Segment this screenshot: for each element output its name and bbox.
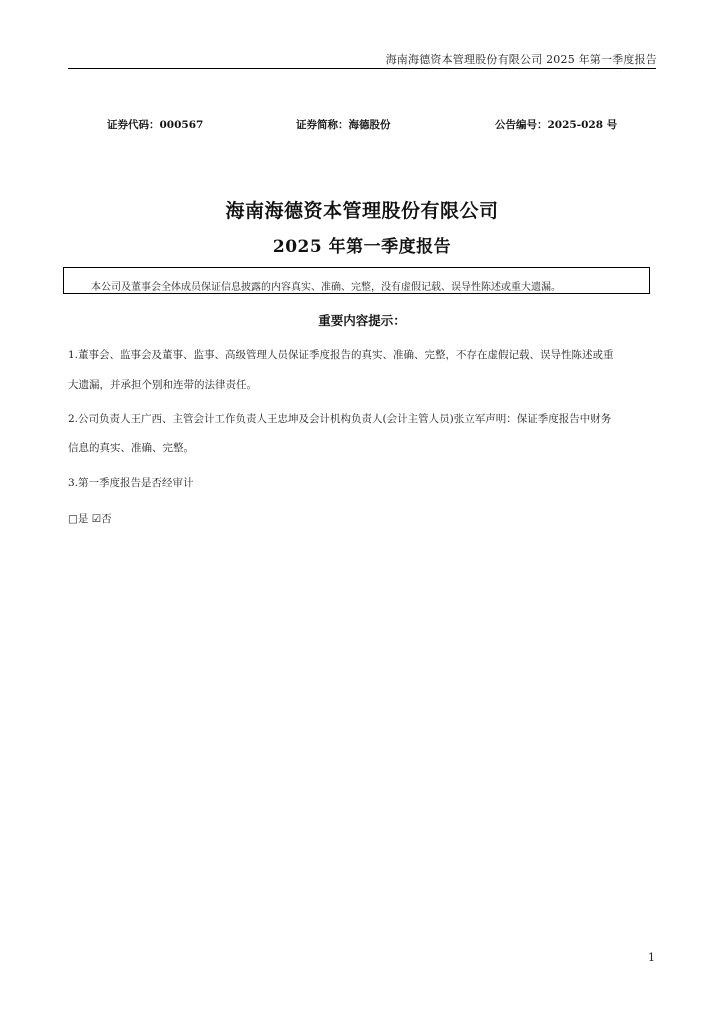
paragraph-1-line-1: 1.董事会、监事会及董事、监事、高级管理人员保证季度报告的真实、准确、完整，不存在虚假记载、误导性陈述或重 bbox=[68, 349, 614, 361]
header-divider bbox=[68, 68, 656, 69]
page-number: 1 bbox=[648, 951, 655, 964]
audit-checkbox-row: □是 ☑否 bbox=[68, 513, 112, 525]
paragraph-2-line-2: 信息的真实、准确、完整。 bbox=[68, 442, 194, 454]
security-abbreviation: 证券简称：海德股份 bbox=[296, 119, 391, 131]
notice-statement: 本公司及董事会全体成员保证信息披露的内容真实、准确、完整，没有虚假记载、误导性陈述或重大遗漏。 bbox=[91, 282, 561, 293]
paragraph-3: 3.第一季度报告是否经审计 bbox=[68, 477, 194, 489]
company-title: 海南海德资本管理股份有限公司 bbox=[225, 200, 499, 222]
important-heading: 重要内容提示： bbox=[318, 313, 406, 328]
security-code: 证券代码：000567 bbox=[107, 119, 204, 131]
paragraph-1-line-2: 大遗漏，并承担个别和连带的法律责任。 bbox=[68, 379, 257, 391]
running-header: 海南海德资本管理股份有限公司 2025 年第一季度报告 bbox=[385, 53, 657, 66]
paragraph-2-line-1: 2.公司负责人王广西、主管会计工作负责人王忠坤及会计机构负责人(会计主管人员)张立军声明：保证季度报告中财务 bbox=[68, 413, 612, 425]
report-title: 2025 年第一季度报告 bbox=[272, 237, 452, 257]
announcement-number: 公告编号：2025-028 号 bbox=[495, 119, 618, 131]
